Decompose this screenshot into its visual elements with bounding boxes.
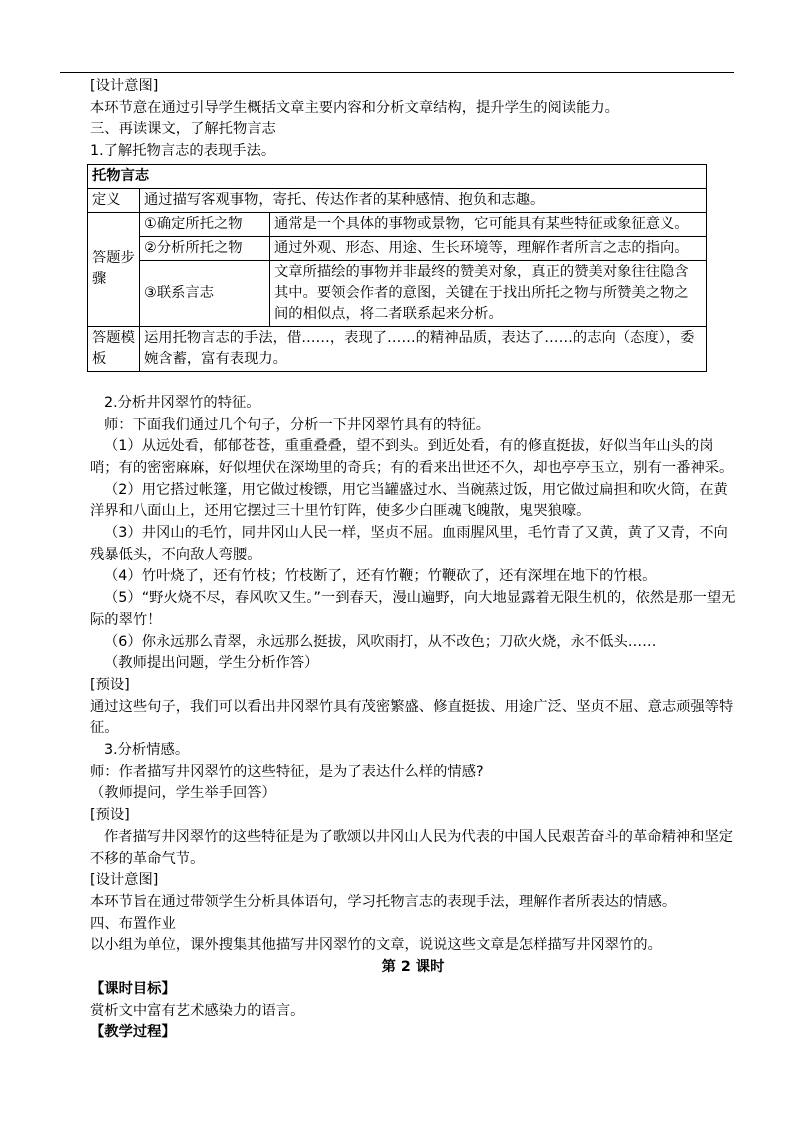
template-text: 运用托物言志的手法，借……，表现了……的精神品质，表达了……的志向（态度），委婉含蓄，富有表现力。 — [140, 326, 707, 371]
quote-6: （6）你永远那么青翠，永远那么挺拔，风吹雨打，从不改色；刀砍火烧，永不低头…… — [104, 633, 657, 650]
quote-3: （3）井冈山的毛竹，同井冈山人民一样，坚贞不屈。血雨腥风里，毛竹青了又黄，黄了又青，不向残暴低头，不向敌人弯腰。 — [90, 525, 728, 563]
lesson-goal-heading: 【课时目标】 — [90, 980, 176, 997]
template-label: 答题模板 — [88, 326, 140, 371]
design-intent-tag-2: [设计意图] — [90, 872, 159, 889]
tuowu-yanzhi-table — [87, 164, 707, 372]
steps-label: 答题步骤 — [88, 212, 140, 326]
lesson-goal-text: 赏析文中富有艺术感染力的语言。 — [90, 1002, 305, 1019]
spacer — [90, 374, 736, 393]
definition-text: 通过描写客观事物，寄托、传达作者的某种感情、抱负和志趣。 — [140, 188, 707, 212]
preset-text: 通过这些句子，我们可以看出井冈翠竹具有茂密繁盛、修直挺拔、用途广泛、坚贞不屈、意志顽强等特征。 — [90, 698, 734, 737]
design-intent-text: 本环节意在通过引导学生概括文章主要内容和分析文章结构，提升学生的阅读能力。 — [90, 99, 619, 116]
step-desc: 文章所描绘的事物并非最终的赞美对象，真正的赞美对象往往隐含其中。要领会作者的意图，关键在于找出所托之物与所赞美之物之间的相似点，将二者联系起来分析。 — [270, 260, 707, 326]
preset-tag: [预设] — [90, 676, 130, 693]
section-heading-3: 三、再读课文，了解托物言志 — [90, 121, 276, 138]
quote-2: （2）用它搭过帐篷，用它做过梭镖，用它当罐盛过水、当碗蒸过饭，用它做过扁担和吹火筒，在黄洋界和八面山上，还用它摆过三十里竹钉阵，使多少白匪魂飞魄散，鬼哭狼嚎。 — [90, 481, 728, 520]
teaching-process-heading: 【教学过程】 — [90, 1024, 176, 1041]
header-rule — [60, 72, 734, 73]
section-heading-4: 四、布置作业 — [90, 915, 176, 932]
quote-4: （4）竹叶烧了，还有竹枝；竹枝断了，还有竹鞭；竹鞭砍了，还有深埋在地下的竹根。 — [104, 568, 657, 585]
quote-1: （1）从远处看，郁郁苍苍，重重叠叠，望不到头。到近处看，有的修直挺拔，好似当年山头的岗哨；有的密密麻麻，好似埋伏在深坳里的奇兵；有的看来出世还不久，却也亭亭玉立，别有一番神采。 — [90, 438, 734, 476]
teacher-note: （教师提出问题，学生分析作答） — [104, 655, 319, 672]
homework-text: 以小组为单位，课外搜集其他描写井冈翠竹的文章，说说这些文章是怎样描写井冈翠竹的。 — [90, 937, 662, 954]
document-body — [90, 76, 736, 1044]
lesson-2-title: 第 2 课时 — [381, 959, 445, 976]
teacher-question: 师：作者描写井冈翠竹的这些特征，是为了表达什么样的情感? — [90, 763, 484, 780]
design-intent-text-2: 本环节旨在通过带领学生分析具体语句，学习托物言志的表现手法，理解作者所表达的情感。 — [90, 893, 677, 910]
step-desc: 通常是一个具体的事物或景物，它可能具有某些特征或象征意义。 — [270, 212, 707, 236]
step-desc: 通过外观、形态、用途、生长环境等，理解作者所言之志的指向。 — [270, 236, 707, 260]
item-1: 1.了解托物言志的表现手法。 — [90, 143, 276, 160]
preset-tag-2: [预设] — [90, 807, 130, 824]
definition-label: 定义 — [88, 188, 140, 212]
teacher-line: 师：下面我们通过几个句子，分析一下井冈翠竹具有的特征。 — [104, 416, 491, 433]
step-name: ③联系言志 — [140, 260, 270, 326]
item-3: 3.分析情感。 — [104, 742, 190, 759]
preset-text-2: 作者描写井冈翠竹的这些特征是为了歌颂以井冈山人民为代表的中国人民艰苦奋斗的革命精神和坚定不移的革命气节。 — [90, 828, 734, 867]
table-title: 托物言志 — [88, 164, 707, 188]
step-name: ②分析所托之物 — [140, 236, 270, 260]
step-name: ①确定所托之物 — [140, 212, 270, 236]
item-2: 2.分析井冈翠竹的特征。 — [104, 394, 261, 411]
quote-5: （5）“野火烧不尽，春风吹又生。”一到春天，漫山遍野，向大地显露着无限生机的，依然是那一望无际的翠竹！ — [90, 590, 736, 628]
teacher-note-2: （教师提问，学生举手回答） — [90, 785, 276, 802]
design-intent-tag: [设计意图] — [90, 78, 159, 94]
